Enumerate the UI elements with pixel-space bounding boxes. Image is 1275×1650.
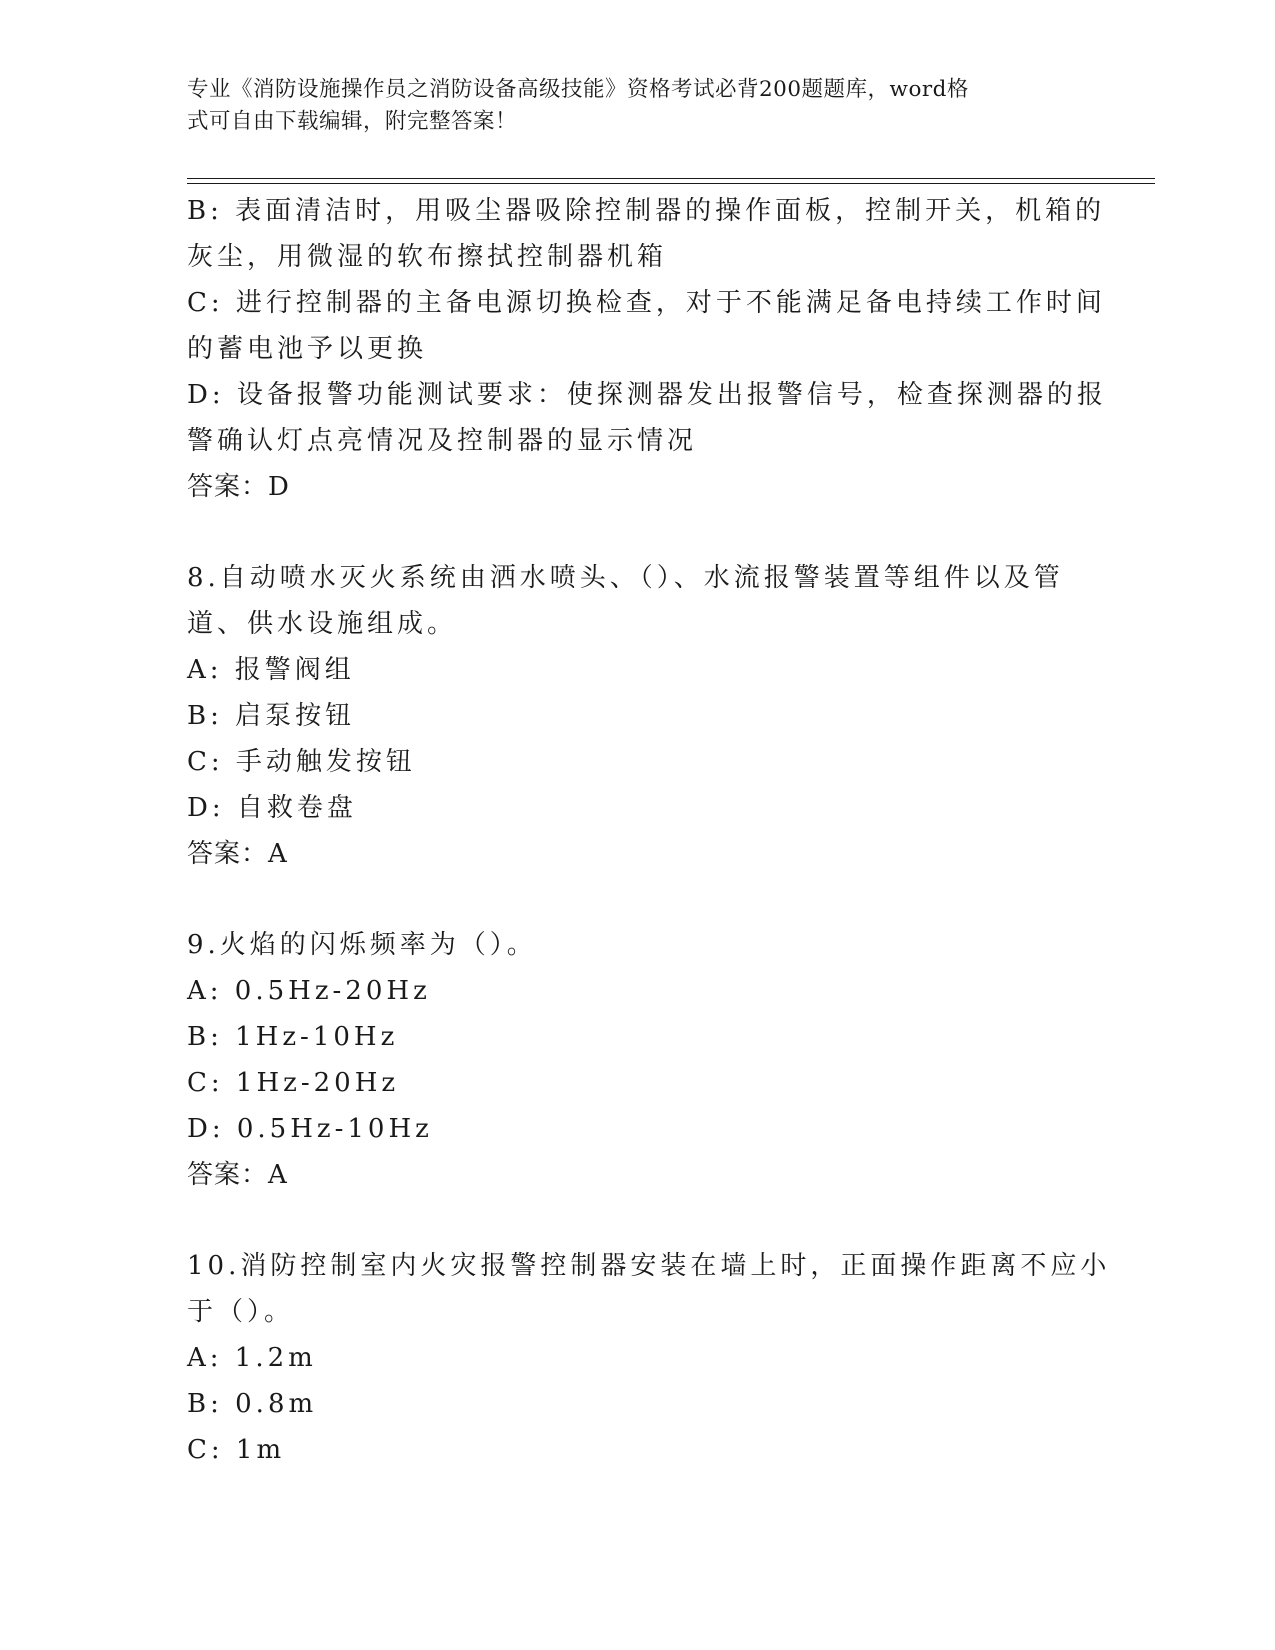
header-divider-top — [187, 178, 1155, 179]
q7-option-d-line-2: 警确认灯点亮情况及控制器的显示情况 — [187, 426, 698, 456]
document-header — [187, 74, 1067, 138]
q9-stem: 9.火焰的闪烁频率为（）。 — [187, 930, 537, 960]
q10-option-c: C: 1m — [187, 1435, 286, 1465]
q7-option-c-line-1: C: 进行控制器的主备电源切换检查，对于不能满足备电持续工作时间 — [187, 288, 1106, 318]
question-list — [187, 188, 1111, 1473]
question-7-continued — [187, 188, 1107, 510]
q10-option-a: A: 1.2m — [187, 1343, 317, 1373]
q9-option-b: B: 1Hz-10Hz — [187, 1022, 399, 1052]
header-line-2: 式可自由下载编辑，附完整答案！ — [187, 109, 518, 134]
header-divider-bottom — [187, 183, 1155, 184]
q8-answer: 答案：A — [187, 839, 288, 869]
q9-option-a: A: 0.5Hz-20Hz — [187, 976, 431, 1006]
q10-option-b: B: 0.8m — [187, 1389, 318, 1419]
q8-stem-line-2: 道、供水设施组成。 — [187, 609, 458, 639]
q8-stem-line-1: 8.自动喷水灭火系统由洒水喷头、（）、水流报警装置等组件以及管 — [187, 563, 1064, 593]
q10-stem-line-1: 10.消防控制室内火灾报警控制器安装在墙上时，正面操作距离不应小 — [187, 1251, 1111, 1281]
question-10 — [187, 1243, 1111, 1473]
q7-option-b-line-2: 灰尘，用微湿的软布擦拭控制器机箱 — [187, 242, 668, 272]
question-8 — [187, 555, 1087, 877]
q7-option-c-line-2: 的蓄电池予以更换 — [187, 334, 428, 364]
q8-option-a: A: 报警阀组 — [187, 655, 355, 685]
q7-option-b-line-1: B: 表面清洁时，用吸尘器吸除控制器的操作面板，控制开关，机箱的 — [187, 196, 1106, 226]
q9-answer: 答案：A — [187, 1160, 288, 1190]
q8-option-c: C: 手动触发按钮 — [187, 747, 416, 777]
spacer — [187, 510, 1087, 555]
question-9 — [187, 922, 1087, 1198]
q9-option-d: D: 0.5Hz-10Hz — [187, 1114, 433, 1144]
header-line-1: 专业《消防设施操作员之消防设备高级技能》资格考试必背200题题库，word格 — [187, 77, 969, 102]
q8-option-b: B: 启泵按钮 — [187, 701, 356, 731]
q7-option-d-line-1: D: 设备报警功能测试要求：使探测器发出报警信号，检查探测器的报 — [187, 380, 1107, 410]
q8-option-d: D: 自救卷盘 — [187, 793, 357, 823]
spacer — [187, 877, 1087, 922]
q7-answer: 答案：D — [187, 472, 290, 502]
q10-stem-line-2: 于（）。 — [187, 1297, 295, 1327]
spacer — [187, 1198, 1087, 1243]
q9-option-c: C: 1Hz-20Hz — [187, 1068, 400, 1098]
